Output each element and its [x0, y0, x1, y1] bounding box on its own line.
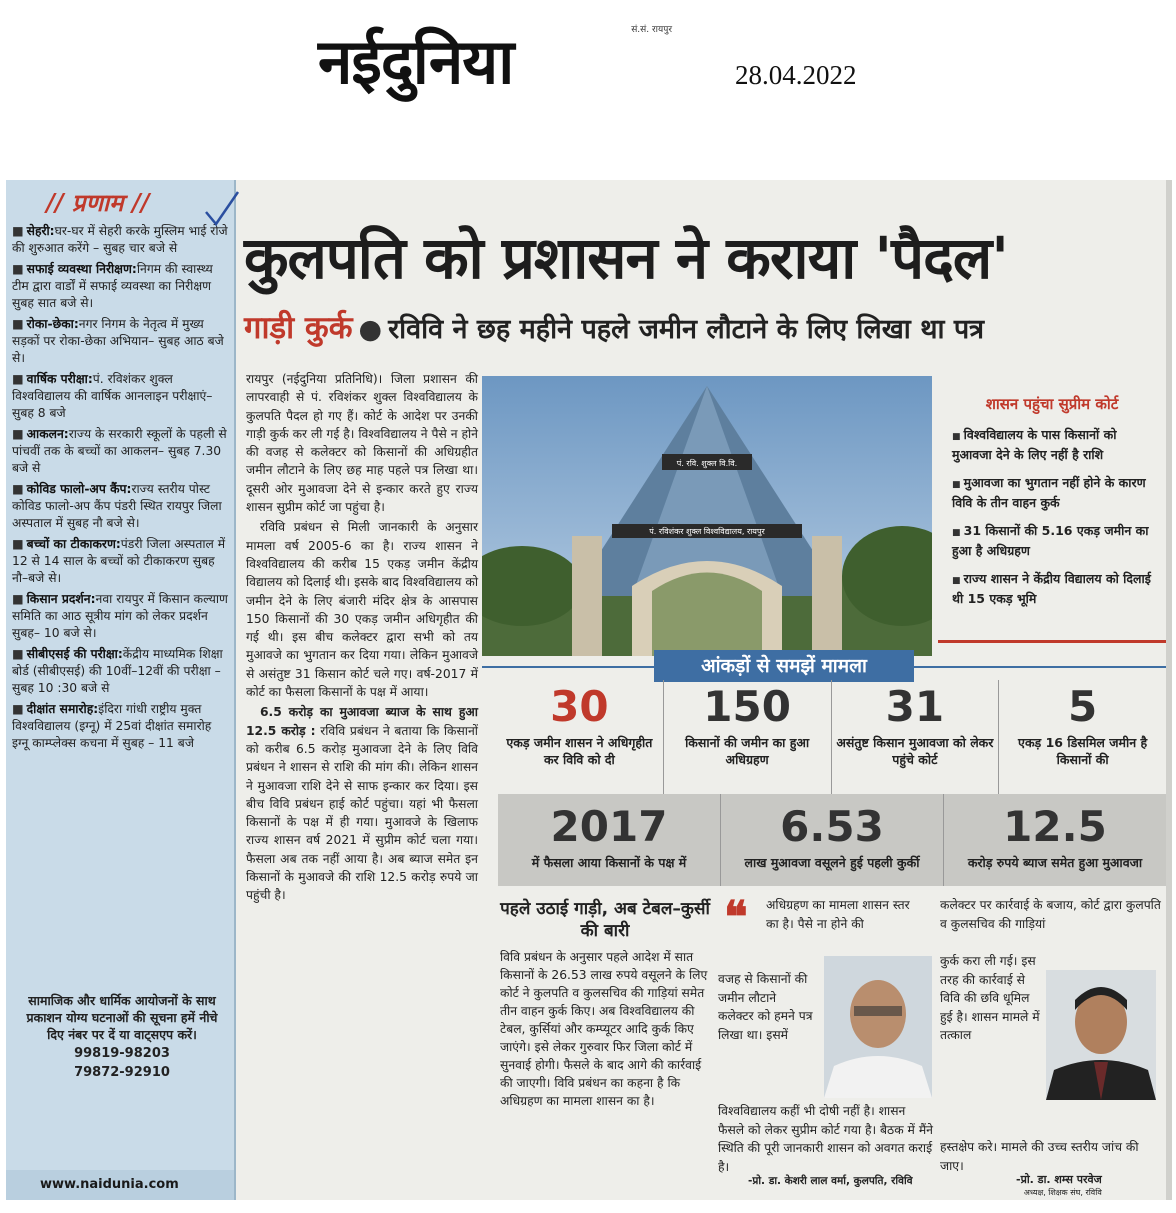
- union-quote-cont: कुर्क करा ली गई। इस तरह की कार्रवाई से विवि की छवि धूमिल हुई है। शासन मामले में तत्काल: [940, 954, 1040, 1043]
- gate-sign-text: पं. रविशंकर शुक्ल विश्वविद्यालय, रायपुर: [649, 527, 765, 536]
- stat-number: 2017: [550, 802, 668, 851]
- list-item: ■ राज्य शासन ने केंद्रीय विद्यालय को दिलाई थी 15 एकड़ भूमि: [952, 570, 1160, 608]
- publication-date: 28.04.2022: [735, 60, 857, 90]
- vc-quote-end: विश्वविद्यालय कहीं भी दोषी नहीं है। शासन फैसले को लेकर सुप्रीम कोर्ट गया है। बैठक में मैंने स्थिति की पूरी जानकारी शासन को अवगत कराई है।: [718, 1104, 933, 1174]
- box-title: शासन पहुंचा सुप्रीम कोर्ट: [985, 395, 1119, 413]
- list-item: ■ 31 किसानों की 5.16 एकड़ जमीन का हुआ है अधिग्रहण: [952, 522, 1160, 560]
- vc-portrait: [824, 956, 932, 1098]
- stat-number: 12.5: [1003, 802, 1107, 851]
- event-list: [6, 223, 234, 752]
- checkmark-icon: [202, 190, 242, 230]
- vc-quote: अधिग्रहण का मामला शासन स्तर का है। पैसे ना होने की: [766, 898, 910, 931]
- union-quote-end: हस्तक्षेप करे। मामले की उच्च स्तरीय जांच की जाए।: [940, 1140, 1139, 1173]
- union-quote: कलेक्टर पर कार्रवाई के बजाय, कोर्ट द्वारा कुलपति व कुलसचिव की गाड़ियां: [940, 898, 1161, 931]
- stat-description: एकड़ 16 डिसमिल जमीन है किसानों की: [1018, 735, 1148, 767]
- article-body: [246, 370, 478, 907]
- quote-icon: ❝: [724, 892, 748, 943]
- stat-description: असंतुष्ट किसान मुआवजा को लेकर पहुंचे कोर्ट: [836, 735, 994, 767]
- gate-top-text: पं. रवि. शुक्ल वि.वि.: [676, 459, 738, 468]
- list-item: ■ सेहरी:घर-घर में सेहरी करके मुस्लिम भाई रोजे की शुरुआत करेंगे – सुबह चार बजे से: [12, 224, 228, 255]
- list-item: ■ वार्षिक परीक्षा:पं. रविशंकर शुक्ल विश्वविद्यालय की वार्षिक आनलाइन परीक्षाएं– सुबह 8 बजे: [12, 372, 213, 420]
- stat-number: 31: [885, 682, 945, 731]
- subhead-text: रविवि ने छह महीने पहले जमीन लौटाने के लिए लिखा था पत्र: [388, 314, 985, 345]
- gate-illustration: [482, 376, 932, 656]
- stat-description: में फैसला आया किसानों के पक्ष में: [531, 855, 687, 870]
- list-item: ■ सीबीएसई की परीक्षा:केंद्रीय माध्यमिक शिक्षा बोर्ड (सीबीएसई) की 10वीं–12वीं की परीक्षा – सुबह 10 :30 बजे से: [12, 647, 223, 695]
- stat-cell: [498, 794, 721, 886]
- article-paragraph: 6.5 करोड़ का मुआवजा ब्याज के साथ हुआ 12.5 करोड़ : रविवि प्रबंधन ने बताया कि किसानों को करीब 6.5 करोड़ मुआवजा देने के लिए विवि प्रबंधन ने शासन से राशि की मांग की। लेकिन शासन ने मुआवजा राशि देने से साफ इन्कार कर दिया। इस बीच विवि प्रबंधन हाई कोर्ट पहुंचा। यहां भी फैसला किसानों के पक्ष में ही गया। मुआवजे के खिलाफ राज्य शासन वर्ष 2021 में सुप्रीम कोर्ट चला गया। फैसला अब तक नहीं आया है। अब ब्याज समेत इन किसानों के मुआवजे की राशि 12.5 करोड़ रुपये जा पहुंची है।: [246, 705, 478, 903]
- signature-title: अध्यक्ष, शिक्षक संघ, रविवि: [1023, 1188, 1102, 1197]
- newspaper-clipping: [6, 180, 1172, 1200]
- stat-description: एकड़ जमीन शासन ने अधिगृहीत कर विवि को दी: [506, 735, 653, 767]
- contact-note: सामाजिक और धार्मिक आयोजनों के साथ प्रकाशन योग्य घटनाओं की सूचना हमें नीचे दिए नंबर पर दें या वाट्सएप करें।: [26, 993, 218, 1042]
- stat-cell: [721, 794, 944, 886]
- subheadline: [244, 308, 1164, 350]
- list-item: ■ मुआवजा का भुगतान नहीं होने के कारण विवि के तीन वाहन कुर्क: [952, 474, 1160, 512]
- edition-tag: सं.सं. रायपुर: [631, 25, 672, 35]
- supreme-court-box: [938, 376, 1166, 643]
- article-paragraph: रविवि प्रबंधन से मिली जानकारी के अनुसार मामला वर्ष 2005-6 का है। राज्य शासन ने विश्वविद्यालय की करीब 15 एकड़ जमीन केंद्रीय विद्यालय को दिलाई थी। इसके बाद विश्वविद्यालय को जमीन देने के लिए बंजारी मंदिर क्षेत्र के आसपास 150 किसानों की 30 एकड़ जमीन अधिगृहीत की गई थी। इस बीच कलेक्टर द्वारा सभी को तय मुआवजे का भुगतान कर दिया गया। लेकिन मुआवजे से असंतुष्ट 31 किसान कोर्ट चले गए। वर्ष-2017 में कोर्ट का फैसला किसानों के पक्ष में आया।: [246, 520, 478, 700]
- stat-cell: [999, 680, 1166, 800]
- university-gate-photo: [482, 376, 932, 656]
- stat-description: करोड़ रुपये ब्याज समेत हुआ मुआवजा: [967, 855, 1143, 870]
- stat-number: 5: [1068, 682, 1098, 731]
- stat-number: 30: [550, 682, 609, 731]
- list-item: ■ किसान प्रदर्शन:नवा रायपुर में किसान कल्याण समिति का आठ सूत्रीय मांग को लेकर प्रदर्शन सुबह– 10 बजे से।: [12, 592, 228, 640]
- paragraph-lead: 6.5 करोड़ का मुआवजा ब्याज के साथ हुआ 12.5 करोड़ :: [246, 705, 478, 738]
- stat-cell: [664, 680, 832, 800]
- stats-row-highlight: [498, 794, 1166, 886]
- box-list: [938, 426, 1166, 608]
- list-item: ■ विश्वविद्यालय के पास किसानों को मुआवजा देने के लिए नहीं है राशि: [952, 426, 1160, 464]
- list-item: ■ रोका-छेका:नगर निगम के नेतृत्व में मुख्य सड़कों पर रोका-छेका अभियान– सुबह आठ बजे से।: [12, 317, 224, 365]
- phone-number: 79872-92910: [74, 1065, 170, 1080]
- article-paragraph: रायपुर (नईदुनिया प्रतिनिधि)। जिला प्रशासन की लापरवाही से पं. रविशंकर शुक्ल विश्वविद्यालय के कुलपति पैदल हो गए हैं। कोर्ट के आदेश पर उनकी गाड़ी कुर्क कर ली गई है। विश्वविद्यालय ने पैसे न होने की वजह से कलेक्टर को किसानों की अधिग्रहीत जमीन लौटाने के लिए छह माह पहले पत्र लिखा था। दूसरी ओर मुआवजा देने से इन्कार करते हुए राज्य शासन सुप्रीम कोर्ट जा पहुंचा है।: [246, 372, 478, 515]
- union-signature: -प्रो. डा. शम्स परवेज अध्यक्ष, शिक्षक संघ, रविवि: [1016, 1173, 1102, 1197]
- stats-row: [496, 680, 1166, 800]
- union-portrait: [1046, 970, 1156, 1100]
- stat-cell: [496, 680, 664, 800]
- list-item: ■ आकलन:राज्य के सरकारी स्कूलों के पहली से पांचवीं तक के बच्चों का आकलन– सुबह 7.30 बजे से: [12, 427, 227, 475]
- contact-footer: [22, 992, 222, 1081]
- main-headline: कुलपति को प्रशासन ने कराया 'पैदल': [244, 224, 1009, 292]
- page-edge: [1166, 180, 1172, 1200]
- stat-cell: [832, 680, 1000, 800]
- vc-signature: -प्रो. डा. केशरी लाल वर्मा, कुलपति, रविवि: [748, 1175, 913, 1187]
- newspaper-logo: नईदुनिया: [318, 25, 514, 98]
- website-link: www.naidunia.com: [6, 1170, 234, 1200]
- stat-description: किसानों की जमीन का हुआ अधिग्रहण: [685, 735, 810, 767]
- stat-number: 6.53: [780, 802, 884, 851]
- stat-number: 150: [703, 682, 791, 731]
- section-text: विवि प्रबंधन के अनुसार पहले आदेश में सात किसानों के 26.53 लाख रुपये वसूलने के लिए कोर्ट ने कुलपति व कुलसचिव की गाड़ियां समेत तीन वाहन कुर्क किए। अब विश्वविद्यालय की टेबल, कुर्सियां और कम्प्यूटर आदि कुर्क किए जाएंगे। इसे लेकर गुरुवार फिर जिला कोर्ट में सुनवाई होगी। फैसले के बाद आगे की कार्रवाई की जाएगी। विवि प्रबंधन का कहना है कि अधिग्रहण का मामला शासन का है।: [500, 950, 708, 1108]
- pranam-sidebar: [6, 180, 236, 1200]
- masthead: [318, 22, 678, 112]
- stat-cell: [944, 794, 1166, 886]
- stat-description: लाख मुआवजा वसूलने हुई पहली कुर्की: [744, 855, 920, 870]
- subhead-tag: गाड़ी कुर्क: [244, 310, 353, 346]
- list-item: ■ सफाई व्यवस्था निरीक्षण:निगम की स्वास्थ्य टीम द्वारा वार्डों में सफाई व्यवस्था का निरीक्षण सुबह सात बजे से।: [12, 262, 213, 310]
- stats-banner: आंकड़ों से समझें मामला: [654, 650, 914, 682]
- list-item: ■ कोविड फालो-अप कैंप:राज्य स्तरीय पोस्ट कोविड फालो-अप कैंप पंडरी स्थित रायपुर जिला अस्पताल में सुबह नौ बजे से।: [12, 482, 222, 530]
- phone-number: 99819-98203: [74, 1046, 170, 1061]
- sidebar-title: // प्रणाम //: [46, 188, 150, 217]
- bullet-icon: ●: [358, 314, 383, 345]
- list-item: ■ दीक्षांत समारोह:इंदिरा गांधी राष्ट्रीय मुक्त विश्वविद्यालय (इग्नू) में 25वां दीक्षांत समारोह इग्नू काम्प्लेक्स कचना में सुबह – 11 बजे: [12, 702, 212, 750]
- section-heading: पहले उठाई गाड़ी, अब टेबल–कुर्सी की बारी: [500, 899, 710, 941]
- vc-quote-cont: वजह से किसानों की जमीन लौटाने कलेक्टर को हमने पत्र लिखा था। इसमें: [718, 972, 813, 1042]
- list-item: ■ बच्चों का टीकाकरण:पंडरी जिला अस्पताल में 12 से 14 साल के बच्चों को टीकाकरण सुबह नौ–बजे से।: [12, 537, 226, 585]
